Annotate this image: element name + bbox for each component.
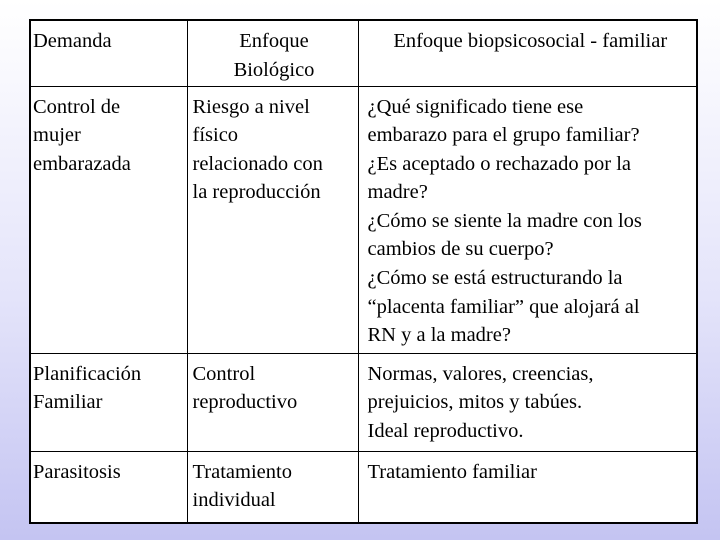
cell-line: ¿Es aceptado o rechazado por la	[367, 152, 632, 175]
cell-line: Tratamiento	[192, 460, 292, 483]
cell-line: madre?	[367, 181, 428, 204]
header-biologico-line-1: Enfoque	[239, 30, 309, 52]
cell-line: Riesgo a nivel	[192, 95, 310, 118]
cell-line: Planificación	[33, 362, 142, 385]
cell-line: embarazada	[33, 152, 131, 175]
cell-biologico	[187, 353, 358, 451]
cell-line: prejuicios, mitos y tabúes.	[367, 391, 583, 414]
comparison-table	[29, 19, 698, 524]
table-row	[30, 353, 697, 451]
cell-demanda	[30, 86, 187, 353]
cell-line: relacionado con	[192, 152, 323, 175]
cell-line: Ideal reproductivo.	[367, 419, 524, 442]
cell-line: Control	[192, 362, 256, 385]
cell-line: Normas, valores, creencias,	[367, 362, 594, 385]
table-row	[30, 86, 697, 353]
cell-line: físico	[192, 124, 239, 147]
cell-line: ¿Qué significado tiene ese	[367, 95, 584, 118]
header-demanda-line: Demanda	[33, 30, 112, 52]
header-demanda	[30, 20, 187, 86]
cell-biopsicosocial	[358, 451, 697, 523]
header-enfoque-biopsicosocial	[358, 20, 697, 86]
header-enfoque-biologico	[187, 20, 358, 86]
cell-line: cambios de su cuerpo?	[367, 238, 554, 261]
cell-demanda	[30, 451, 187, 523]
cell-biologico	[187, 451, 358, 523]
cell-line: Control de	[33, 95, 121, 118]
header-biopsicosocial-line: Enfoque biopsicosocial - familiar	[393, 30, 668, 52]
cell-line: individual	[192, 489, 276, 512]
cell-demanda	[30, 353, 187, 451]
cell-biopsicosocial	[358, 86, 697, 353]
cell-line: RN y a la madre?	[367, 324, 511, 347]
cell-line: reproductivo	[192, 391, 298, 414]
cell-line: ¿Cómo se está estructurando la	[367, 267, 623, 290]
header-row	[30, 20, 697, 86]
header-biologico-line-2: Biológico	[233, 58, 315, 81]
cell-line: embarazo para el grupo familiar?	[367, 124, 640, 147]
cell-line: Parasitosis	[33, 460, 121, 483]
table-row	[30, 451, 697, 523]
cell-biologico	[187, 86, 358, 353]
cell-line: mujer	[33, 124, 81, 147]
cell-line: la reproducción	[192, 181, 321, 204]
cell-line: ¿Cómo se siente la madre con los	[367, 209, 642, 232]
cell-biopsicosocial	[358, 353, 697, 451]
cell-line: Familiar	[33, 391, 103, 414]
cell-line: Tratamiento familiar	[367, 460, 537, 483]
cell-line: “placenta familiar” que alojará al	[367, 295, 640, 318]
